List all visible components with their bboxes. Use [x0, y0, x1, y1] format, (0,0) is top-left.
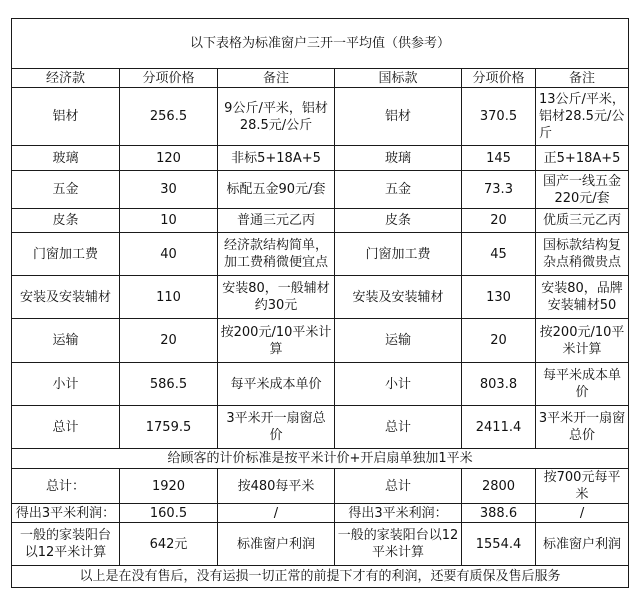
national-note: 优质三元乙丙 — [536, 209, 629, 233]
table-title: 以下表格为标准窗户三开一平均值（供参考） — [12, 19, 629, 69]
item-name-national: 门窗加工费 — [335, 233, 462, 276]
summary-row — [12, 523, 629, 566]
national-total-value: 2800 — [462, 469, 536, 504]
economy-total-note: 按480每平米 — [218, 469, 335, 504]
economy-balcony-note: 标准窗户利润 — [218, 523, 335, 566]
item-name-national: 玻璃 — [335, 146, 462, 171]
table-row — [12, 363, 629, 406]
economy-profit-note: / — [218, 504, 335, 523]
national-price: 145 — [462, 146, 536, 171]
item-name-national: 皮条 — [335, 209, 462, 233]
header-row — [12, 69, 629, 88]
national-price: 73.3 — [462, 171, 536, 209]
economy-price: 586.5 — [120, 363, 218, 406]
economy-price: 40 — [120, 233, 218, 276]
economy-profit-value: 160.5 — [120, 504, 218, 523]
item-name-national: 铝材 — [335, 88, 462, 146]
summary-row — [12, 504, 629, 523]
header-economy: 经济款 — [12, 69, 120, 88]
economy-price: 1759.5 — [120, 406, 218, 449]
national-note: 国产一线五金220元/套 — [536, 171, 629, 209]
item-name: 五金 — [12, 171, 120, 209]
national-note: 3平米开一扇窗总价 — [536, 406, 629, 449]
item-name-national: 总计 — [335, 406, 462, 449]
item-name: 玻璃 — [12, 146, 120, 171]
national-total-note: 按700元每平米 — [536, 469, 629, 504]
item-name-national: 安装及安装辅材 — [335, 276, 462, 319]
national-note: 正5+18A+5 — [536, 146, 629, 171]
table-row — [12, 319, 629, 363]
national-price: 2411.4 — [462, 406, 536, 449]
national-profit-note: / — [536, 504, 629, 523]
header-national-note: 备注 — [536, 69, 629, 88]
economy-price: 110 — [120, 276, 218, 319]
national-balcony-label: 一般的家装阳台以12平米计算 — [335, 523, 462, 566]
economy-note: 安装80，一般辅材约30元 — [218, 276, 335, 319]
economy-note: 9公斤/平米，铝材28.5元/公斤 — [218, 88, 335, 146]
item-name: 皮条 — [12, 209, 120, 233]
national-total-label: 总计 — [335, 469, 462, 504]
item-name: 小计 — [12, 363, 120, 406]
table-row — [12, 146, 629, 171]
item-name: 门窗加工费 — [12, 233, 120, 276]
economy-balcony-value: 642元 — [120, 523, 218, 566]
pricing-note: 给顾客的计价标准是按平米计价+开启扇单独加1平米 — [12, 449, 629, 469]
national-price: 803.8 — [462, 363, 536, 406]
economy-price: 10 — [120, 209, 218, 233]
national-note: 安装80，品牌安装辅材50 — [536, 276, 629, 319]
economy-note: 非标5+18A+5 — [218, 146, 335, 171]
title-row — [12, 19, 629, 69]
national-note: 按200元/10平米计算 — [536, 319, 629, 363]
national-profit-label: 得出3平米利润： — [335, 504, 462, 523]
item-name: 总计 — [12, 406, 120, 449]
pricing-note-row — [12, 449, 629, 469]
table-row — [12, 171, 629, 209]
item-name: 铝材 — [12, 88, 120, 146]
header-economy-price: 分项价格 — [120, 69, 218, 88]
national-note: 国标款结构复杂点稍微贵点 — [536, 233, 629, 276]
economy-note: 经济款结构简单，加工费稍微便宜点 — [218, 233, 335, 276]
table-row — [12, 406, 629, 449]
economy-balcony-label: 一般的家装阳台以12平米计算 — [12, 523, 120, 566]
national-price: 20 — [462, 209, 536, 233]
national-balcony-value: 1554.4 — [462, 523, 536, 566]
footer-row — [12, 566, 629, 588]
table-row — [12, 88, 629, 146]
national-price: 20 — [462, 319, 536, 363]
item-name-national: 运输 — [335, 319, 462, 363]
economy-total-value: 1920 — [120, 469, 218, 504]
summary-row — [12, 469, 629, 504]
national-profit-value: 388.6 — [462, 504, 536, 523]
table-row — [12, 233, 629, 276]
item-name-national: 小计 — [335, 363, 462, 406]
economy-price: 256.5 — [120, 88, 218, 146]
economy-price: 120 — [120, 146, 218, 171]
economy-profit-label: 得出3平米利润： — [12, 504, 120, 523]
item-name: 安装及安装辅材 — [12, 276, 120, 319]
table-row — [12, 276, 629, 319]
table-row — [12, 209, 629, 233]
national-price: 130 — [462, 276, 536, 319]
economy-note: 每平米成本单价 — [218, 363, 335, 406]
item-name: 运输 — [12, 319, 120, 363]
economy-note: 普通三元乙丙 — [218, 209, 335, 233]
economy-note: 按200元/10平米计算 — [218, 319, 335, 363]
economy-price: 20 — [120, 319, 218, 363]
header-national: 国标款 — [335, 69, 462, 88]
national-price: 45 — [462, 233, 536, 276]
national-note: 13公斤/平米，铝材28.5元/公斤 — [536, 88, 629, 146]
header-national-price: 分项价格 — [462, 69, 536, 88]
price-comparison-table — [11, 18, 629, 588]
national-note: 每平米成本单价 — [536, 363, 629, 406]
economy-price: 30 — [120, 171, 218, 209]
economy-total-label: 总计： — [12, 469, 120, 504]
header-economy-note: 备注 — [218, 69, 335, 88]
economy-note: 标配五金90元/套 — [218, 171, 335, 209]
economy-note: 3平米开一扇窗总价 — [218, 406, 335, 449]
footer-note: 以上是在没有售后，没有运损一切正常的前提下才有的利润，还要有质保及售后服务 — [12, 566, 629, 588]
national-price: 370.5 — [462, 88, 536, 146]
item-name-national: 五金 — [335, 171, 462, 209]
national-balcony-note: 标准窗户利润 — [536, 523, 629, 566]
